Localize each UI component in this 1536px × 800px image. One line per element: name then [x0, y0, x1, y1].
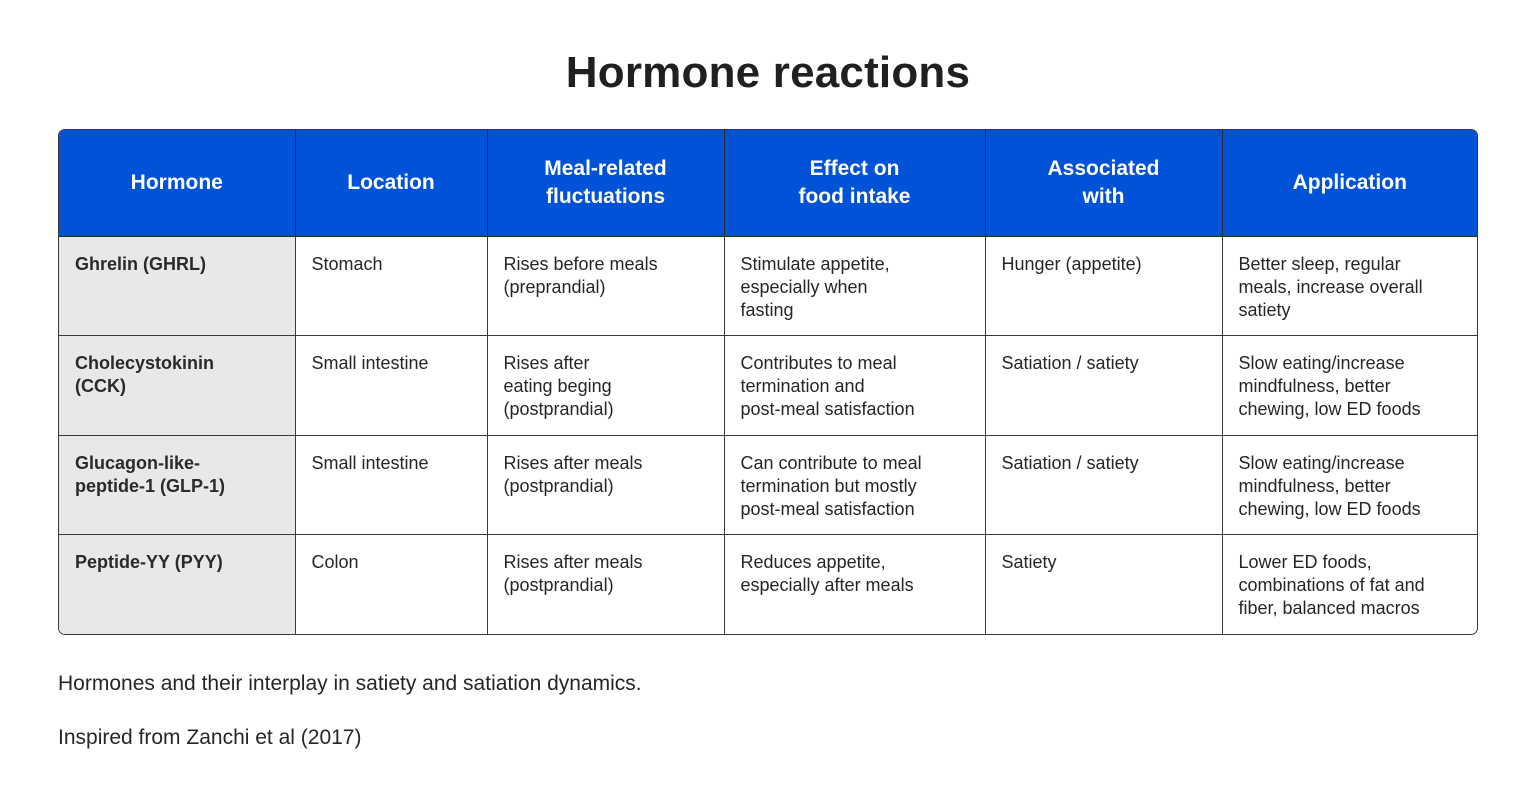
- cell-location: Colon: [295, 535, 487, 634]
- cell-hormone: Cholecystokinin (CCK): [59, 336, 295, 435]
- figure-caption: Hormones and their interplay in satiety and satiation dynamics.: [58, 672, 642, 695]
- cell-hormone: Peptide-YY (PYY): [59, 535, 295, 634]
- cell-hormone: Ghrelin (GHRL): [59, 237, 295, 336]
- cell-meal-fluctuations: Rises before meals (preprandial): [487, 237, 724, 336]
- cell-meal-fluctuations: Rises after meals (postprandial): [487, 435, 724, 534]
- cell-location: Small intestine: [295, 336, 487, 435]
- cell-effect-on-food-intake: Reduces appetite, especially after meals: [724, 535, 985, 634]
- cell-application: Slow eating/increase mindfulness, better chewing, low ED foods: [1222, 435, 1477, 534]
- table-row: [59, 237, 1477, 336]
- cell-location: Stomach: [295, 237, 487, 336]
- cell-associated-with: Satiation / satiety: [985, 336, 1222, 435]
- header-effect-on-food-intake: Effect on food intake: [724, 130, 985, 237]
- header-meal-fluctuations: Meal-related fluctuations: [487, 130, 724, 237]
- cell-application: Better sleep, regular meals, increase overall satiety: [1222, 237, 1477, 336]
- header-hormone: Hormone: [59, 130, 295, 237]
- cell-hormone: Glucagon-like- peptide-1 (GLP-1): [59, 435, 295, 534]
- cell-associated-with: Satiation / satiety: [985, 435, 1222, 534]
- header-application: Application: [1222, 130, 1477, 237]
- cell-location: Small intestine: [295, 435, 487, 534]
- page-title: Hormone reactions: [565, 48, 971, 97]
- header-location: Location: [295, 130, 487, 237]
- cell-associated-with: Hunger (appetite): [985, 237, 1222, 336]
- header-associated-with: Associated with: [985, 130, 1222, 237]
- table-row: [59, 336, 1477, 435]
- cell-meal-fluctuations: Rises after eating beging (postprandial): [487, 336, 724, 435]
- cell-effect-on-food-intake: Contributes to meal termination and post-meal satisfaction: [724, 336, 985, 435]
- cell-effect-on-food-intake: Can contribute to meal termination but mostly post-meal satisfaction: [724, 435, 985, 534]
- source-credit: Inspired from Zanchi et al (2017): [58, 726, 362, 749]
- table-row: [59, 435, 1477, 534]
- cell-effect-on-food-intake: Stimulate appetite, especially when fasting: [724, 237, 985, 336]
- table-header-row: [59, 130, 1477, 237]
- cell-application: Lower ED foods, combinations of fat and fiber, balanced macros: [1238, 552, 1425, 619]
- cell-associated-with: Satiety: [985, 535, 1222, 634]
- hormone-table: [58, 129, 1478, 635]
- cell-application: Slow eating/increase mindfulness, better chewing, low ED foods: [1222, 336, 1477, 435]
- table-row: [59, 535, 1477, 634]
- cell-meal-fluctuations: Rises after meals (postprandial): [487, 535, 724, 634]
